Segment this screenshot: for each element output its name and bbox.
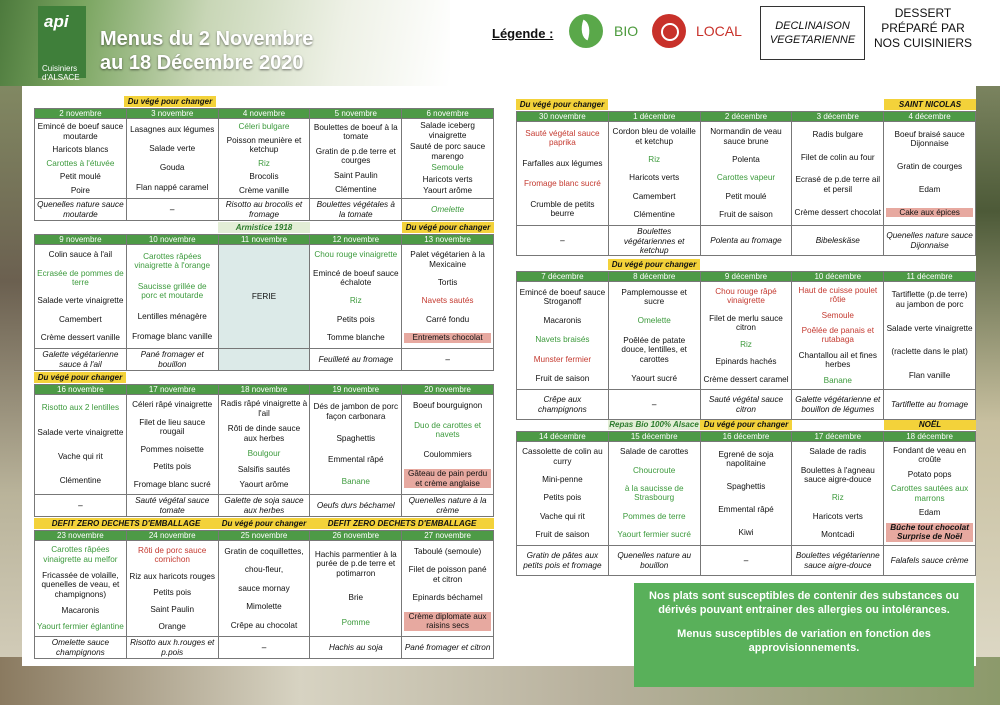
vege-tag: Du végé pour changer	[34, 372, 126, 383]
vege-cell: –	[402, 349, 494, 371]
vege-cell: Boulettes végétarienne sauce aigre-douce	[792, 546, 884, 576]
menu-cell: Salade iceberg vinaigrette Sauté de porc sauce marengo Semoule Haricots verts Yaourt arôme	[402, 119, 494, 199]
menu-cell: Boeuf bourguignon Duo de carottes et navets Coulommiers Gâteau de pain perdu et crème anglaise	[402, 395, 494, 495]
day-header: 18 novembre	[219, 385, 311, 395]
menu-cell: Salade de carottes Choucroute à la saucisse de Strasbourg Pommes de terre Yaourt fermier sucré	[609, 442, 701, 546]
zero-waste-tag: DEFIT ZERO DECHETS D'EMBALLAGE	[310, 518, 494, 529]
day-header: 12 novembre	[310, 235, 402, 245]
zero-waste-tag: DEFIT ZERO DECHETS D'EMBALLAGE	[34, 518, 218, 529]
vege-cell: Boulettes végétariennes et ketchup	[609, 226, 701, 256]
vege-cell: Risotto aux h.rouges et p.pois	[127, 637, 219, 659]
day-header: 17 décembre	[792, 432, 884, 442]
day-header: 7 décembre	[517, 272, 609, 282]
day-header: 6 novembre	[402, 109, 494, 119]
day-header: 27 novembre	[402, 531, 494, 541]
vege-cell	[219, 349, 311, 371]
saint-nicolas-tag: SAINT NICOLAS	[884, 99, 976, 110]
vege-cell: –	[701, 546, 793, 576]
vege-cell: Omelette	[402, 199, 494, 221]
menu-cell: Radis bulgare Filet de colin au four Ecrasé de p.de terre ail et persil Crème dessert chocolat	[792, 122, 884, 226]
vege-cell: Gratin de pâtes aux petits pois et fromage	[517, 546, 609, 576]
declinaison-box: DECLINAISON VEGETARIENNE	[760, 6, 865, 60]
menu-cell: Taboulé (semoule) Filet de poisson pané et citron Epinards béchamel Crème diplomate aux raisins secs	[402, 541, 494, 637]
menu-cell: Cassolette de colin au curry Mini-penne Petits pois Vache qui rit Fruit de saison	[517, 442, 609, 546]
vege-tag: Du végé pour changer	[402, 222, 494, 233]
week-table	[516, 431, 976, 576]
day-header: 30 novembre	[517, 112, 609, 122]
menu-cell: Gratin de coquillettes, chou-fleur, sauce mornay Mimolette Crêpe au chocolat	[219, 541, 311, 637]
day-header: 18 décembre	[884, 432, 976, 442]
noel-tag: NOËL	[884, 419, 976, 430]
vege-cell: Tartiflette au fromage	[884, 390, 976, 420]
week-table	[34, 530, 494, 659]
day-header: 2 décembre	[701, 112, 793, 122]
menu-cell: Rôti de porc sauce cornichon Riz aux haricots rouges Petits pois Saint Paulin Orange	[127, 541, 219, 637]
vege-cell: Omelette sauce champignons	[35, 637, 127, 659]
menu-cell: Emincé de boeuf sauce Stroganoff Macaronis Navets braisés Munster fermier Fruit de saison	[517, 282, 609, 390]
menu-cell: Salade de radis Boulettes à l'agneau sauce aigre-douce Riz Haricots verts Montcadi	[792, 442, 884, 546]
day-header: 1 décembre	[609, 112, 701, 122]
day-header: 2 novembre	[35, 109, 127, 119]
menu-cell: Colin sauce à l'ail Ecrasée de pommes de terre Salade verte vinaigrette Camembert Crème dessert vanille	[35, 245, 127, 349]
day-header: 8 décembre	[609, 272, 701, 282]
day-header: 26 novembre	[310, 531, 402, 541]
vege-tag: Du végé pour changer	[608, 259, 700, 270]
local-pretzel-icon	[652, 14, 686, 48]
bio-label: BIO	[614, 23, 639, 39]
legend-label: Légende :	[492, 26, 554, 41]
menu-cell: Cordon bleu de volaille et ketchup Riz Haricots verts Camembert Clémentine	[609, 122, 701, 226]
vege-cell: –	[35, 495, 127, 517]
vege-cell: Bibeleskäse	[792, 226, 884, 256]
vege-cell: Pané fromager et bouillon	[127, 349, 219, 371]
day-header: 23 novembre	[35, 531, 127, 541]
page-title: Menus du 2 Novembre au 18 Décembre 2020	[100, 28, 314, 74]
menu-cell: Radis râpé vinaigrette à l'ail Rôti de dinde sauce aux herbes Boulgour Salsifis sautés Yaourt arôme	[219, 395, 311, 495]
vege-tag: Du végé pour changer	[124, 96, 216, 107]
menu-cell: Hachis parmentier à la purée de p.de terre et potimarron Brie Pomme	[310, 541, 402, 637]
menu-cell: Sauté végétal sauce paprika Farfalles aux légumes Fromage blanc sucré Crumble de petits beurre	[517, 122, 609, 226]
allergen-note: Nos plats sont susceptibles de contenir des substances ou dérivés pouvant entrainer des allergies ou intolérances. Menus susceptibles de variation en fonction des approvisionnements.	[634, 583, 974, 687]
vege-cell: Boulettes végétales à la tomate	[310, 199, 402, 221]
day-header: 13 novembre	[402, 235, 494, 245]
day-header: 25 novembre	[219, 531, 311, 541]
vege-cell: –	[609, 390, 701, 420]
api-logo: api Cuisiniers d'ALSACE	[38, 6, 86, 78]
day-header: 11 novembre	[219, 235, 311, 245]
local-label: LOCAL	[696, 23, 742, 39]
vege-tag: Du végé pour changer	[700, 419, 792, 430]
day-header: 17 novembre	[127, 385, 219, 395]
menu-cell: Palet végétarien à la Mexicaine Tortis Navets sautés Carré fondu Entremets chocolat	[402, 245, 494, 349]
menu-cell: Carottes râpées vinaigrette au melfor Fricassée de volaille, quenelles de veau, et champignons) Macaronis Yaourt fermier églantine	[35, 541, 127, 637]
vege-cell: Quenelles nature sauce Dijonnaise	[884, 226, 976, 256]
vege-cell: Galette végétarienne et bouillon de légumes	[792, 390, 884, 420]
menu-cell: Lasagnes aux légumes Salade verte Gouda Flan nappé caramel	[127, 119, 219, 199]
vege-tag: Du végé pour changer	[218, 518, 310, 529]
menu-cell: Risotto aux 2 lentilles Salade verte vinaigrette Vache qui rit Clémentine	[35, 395, 127, 495]
vege-cell: Hachis au soja	[310, 637, 402, 659]
ferie-cell: FERIE	[219, 245, 311, 349]
menu-cell: Chou rouge râpé vinaigrette Filet de merlu sauce citron Riz Epinards hachés Crème dessert caramel	[701, 282, 793, 390]
menu-cell: Pamplemousse et sucre Omelette Poêlée de patate douce, lentilles, et carottes Yaourt sucré	[609, 282, 701, 390]
week-table	[34, 108, 494, 221]
vege-cell: Crêpe aux champignons	[517, 390, 609, 420]
vege-cell: Falafels sauce crème	[884, 546, 976, 576]
vege-tag: Du végé pour changer	[516, 99, 608, 110]
vege-cell: –	[127, 199, 219, 221]
menu-cell: Tartiflette (p.de terre) au jambon de porc Salade verte vinaigrette (raclette dans le plat) Flan vanille	[884, 282, 976, 390]
day-header: 10 décembre	[792, 272, 884, 282]
vege-cell: –	[517, 226, 609, 256]
day-header: 14 décembre	[517, 432, 609, 442]
page-header	[0, 0, 1000, 86]
dessert-legend: DESSERT PRÉPARÉ PAR NOS CUISINIERS	[873, 6, 972, 50]
menu-cell: Dés de jambon de porc façon carbonara Spaghettis Emmental râpé Banane	[310, 395, 402, 495]
bio-alsace-tag: Repas Bio 100% Alsace	[609, 420, 699, 429]
menu-cell: Haut de cuisse poulet rôtie Semoule Poêlée de panais et rutabaga Chantallou ail et fines herbes Banane	[792, 282, 884, 390]
vege-cell: Quenelles nature à la crème	[402, 495, 494, 517]
menu-cell: Carottes râpées vinaigrette à l'orange Saucisse grillée de porc et moutarde Lentilles ménagère Fromage blanc vanille	[127, 245, 219, 349]
vege-cell: Oeufs durs béchamel	[310, 495, 402, 517]
vege-cell: Quenelles nature sauce moutarde	[35, 199, 127, 221]
day-header: 4 novembre	[219, 109, 311, 119]
day-header: 9 novembre	[35, 235, 127, 245]
week-table	[516, 271, 976, 420]
day-header: 15 décembre	[609, 432, 701, 442]
week-table	[34, 234, 494, 371]
bio-leaf-icon	[569, 14, 603, 48]
day-header: 20 novembre	[402, 385, 494, 395]
menu-cell: Normandin de veau sauce brune Polenta Carottes vapeur Petit moulé Fruit de saison	[701, 122, 793, 226]
day-header: 11 décembre	[884, 272, 976, 282]
day-header: 10 novembre	[127, 235, 219, 245]
vege-cell: Sauté végétal sauce tomate	[127, 495, 219, 517]
week-table	[34, 384, 494, 517]
day-header: 3 décembre	[792, 112, 884, 122]
armistice-tag: Armistice 1918	[218, 222, 310, 233]
menu-cell: Céleri bulgare Poisson meunière et ketchup Riz Brocolis Crème vanille	[219, 119, 311, 199]
day-header: 24 novembre	[127, 531, 219, 541]
vege-cell: Pané fromager et citron	[402, 637, 494, 659]
week-table	[516, 111, 976, 256]
vege-cell: Galette végétarienne sauce à l'ail	[35, 349, 127, 371]
menu-cell: Emincé de boeuf sauce moutarde Haricots blancs Carottes à l'étuvée Petit moulé Poire	[35, 119, 127, 199]
day-header: 16 novembre	[35, 385, 127, 395]
menu-cell: Boeuf braisé sauce Dijonnaise Gratin de courges Edam Cake aux épices	[884, 122, 976, 226]
day-header: 5 novembre	[310, 109, 402, 119]
menu-cell: Boulettes de boeuf à la tomate Gratin de p.de terre et courges Saint Paulin Clémentine	[310, 119, 402, 199]
day-header: 16 décembre	[701, 432, 793, 442]
vege-cell: –	[219, 637, 311, 659]
vege-cell: Polenta au fromage	[701, 226, 793, 256]
vege-cell: Galette de soja sauce aux herbes	[219, 495, 311, 517]
vege-cell: Sauté végétal sauce citron	[701, 390, 793, 420]
menu-cell: Egrené de soja napolitaine Spaghettis Emmental râpé Kiwi	[701, 442, 793, 546]
menu-cell: Céleri râpé vinaigrette Filet de lieu sauce rougail Pommes noisette Petits pois Fromage blanc sucré	[127, 395, 219, 495]
day-header: 4 décembre	[884, 112, 976, 122]
day-header: 3 novembre	[127, 109, 219, 119]
vege-cell: Quenelles nature au bouillon	[609, 546, 701, 576]
vege-cell: Feuilleté au fromage	[310, 349, 402, 371]
menu-cell: Chou rouge vinaigrette Emincé de boeuf sauce échalote Riz Petits pois Tomme blanche	[310, 245, 402, 349]
menu-cell: Fondant de veau en croûte Potato pops Carottes sautées aux marrons Edam Bûche tout chocolat Surprise de Noël	[884, 442, 976, 546]
day-header: 9 décembre	[701, 272, 793, 282]
vege-cell: Risotto au brocolis et fromage	[219, 199, 311, 221]
day-header: 19 novembre	[310, 385, 402, 395]
